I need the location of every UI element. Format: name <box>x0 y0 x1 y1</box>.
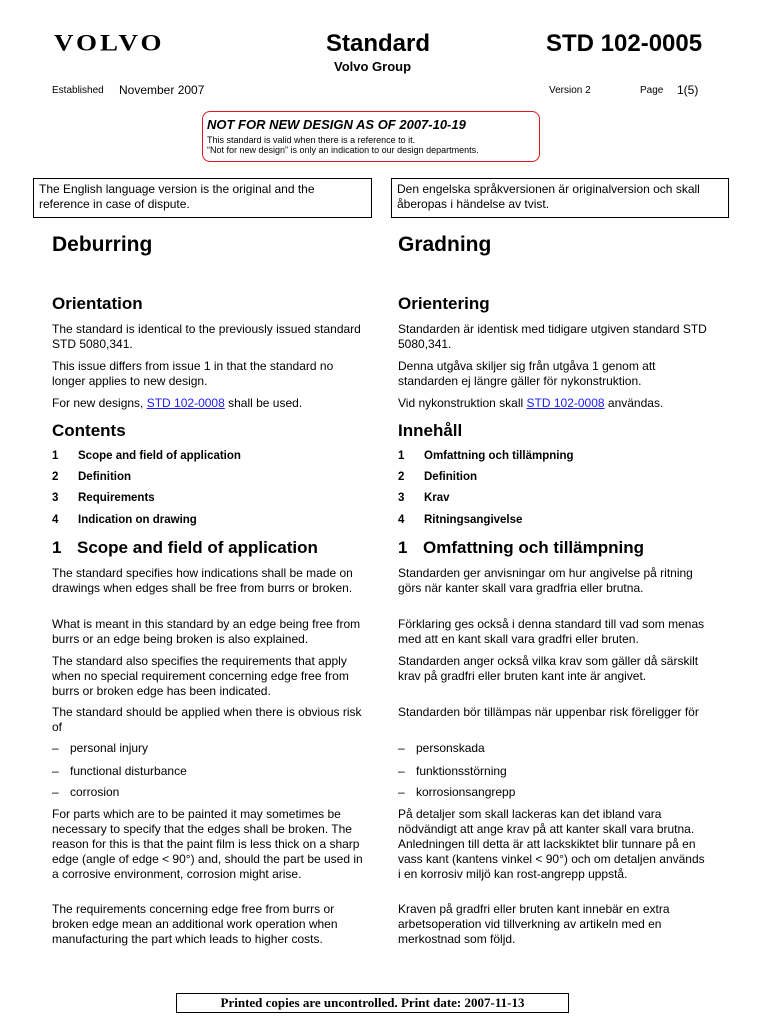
toc-item-4-sv[interactable]: 4 Ritningsangivelse <box>398 514 523 526</box>
risk-list-item: – functional disturbance <box>52 764 187 778</box>
risk-list-item-sv: – funktionsstörning <box>398 764 507 778</box>
section-1-paragraph-3-sv: Standarden anger också vilka krav som gäller då särskilt krav på gradfri eller bruten kant inte är angivet. <box>398 654 699 683</box>
section-1-paragraph-1-sv: Standarden ger anvisningar om hur angivelse på ritning görs när kanter skall vara gradfria eller brutna. <box>398 566 693 595</box>
document-type: Standard <box>326 30 431 57</box>
established-date: November 2007 <box>119 83 205 97</box>
doc-title: Deburring <box>52 233 153 256</box>
orientation-heading: Orientation <box>52 294 143 313</box>
contents-heading-sv: Innehåll <box>398 421 463 440</box>
toc-item-2[interactable]: 2 Definition <box>52 471 132 483</box>
organization: Volvo Group <box>334 59 412 74</box>
page-label: Page <box>640 85 664 96</box>
section-1-paragraph-4-sv: Standarden bör tillämpas när uppenbar risk föreligger för <box>398 705 699 719</box>
section-1-paragraph-6: The requirements concerning edge free from burrs or broken edge mean an additional work operation when manufacturing the part which leads to higher costs. <box>52 902 338 946</box>
orientation-paragraph-3: For new designs, STD 102-0008 shall be used. <box>52 396 303 410</box>
risk-list-item: – corrosion <box>52 785 120 799</box>
section-1-paragraph-2: What is meant in this standard by an edge being free from burrs or an edge being broken is also explained. <box>52 617 361 646</box>
section-1-paragraph-3: The standard also specifies the requirements that apply when no special requirement concerning edge free from burrs or broken edge has been indicated. <box>52 654 349 698</box>
section-1-paragraph-5: For parts which are to be painted it may sometimes be necessary to specify that the edges shall be broken. The reason for this is that the paint film is less thick on a sharp edge (angle of edge < 90°) and, should the part be used in a corrosive environment, corrosion might arise. <box>52 807 363 881</box>
version: Version 2 <box>549 85 591 96</box>
print-footer: Printed copies are uncontrolled. Print date: 2007-11-13 <box>176 993 569 1013</box>
section-1-paragraph-5-sv: På detaljer som skall lackeras kan det ibland vara nödvändigt att ange krav på att kanter skall vara brutna. Anledningen till detta är att lackskiktet blir tunnare på en vass kant (kantens vinkel < 90°) och om detaljen används i en korrosiv miljö kan rost-angrepp uppstå. <box>398 807 705 881</box>
toc-item-3-sv[interactable]: 3 Krav <box>398 492 450 504</box>
orientation-paragraph-3-sv: Vid nykonstruktion skall STD 102-0008 användas. <box>398 396 664 410</box>
section-1-paragraph-2-sv: Förklaring ges också i denna standard till vad som menas med att en kant skall vara gradfri eller bruten. <box>398 617 705 646</box>
doc-title-sv: Gradning <box>398 233 492 256</box>
risk-list-item-sv: – personskada <box>398 741 485 755</box>
volvo-logo: VOLVO <box>54 30 165 56</box>
section-1-paragraph-4: The standard should be applied when there is obvious risk of <box>52 705 362 734</box>
notice-line-1: This standard is valid when there is a reference to it. <box>207 135 416 145</box>
orientation-paragraph-2-sv: Denna utgåva skiljer sig från utgåva 1 genom att standarden ej längre gäller för nykonstruktion. <box>398 359 656 388</box>
orientation-paragraph-1-sv: Standarden är identisk med tidigare utgiven standard STD 5080,341. <box>398 322 707 351</box>
section-1-paragraph-1: The standard specifies how indications shall be made on drawings when edges shall be free from burrs or broken. <box>52 566 353 595</box>
notice-line-2: “Not for new design” is only an indication to our design departments. <box>207 145 479 155</box>
language-note-en: The English language version is the original and the reference in case of dispute. <box>33 178 372 218</box>
toc-item-4[interactable]: 4 Indication on drawing <box>52 514 197 526</box>
orientation-paragraph-1: The standard is identical to the previously issued standard STD 5080,341. <box>52 322 361 351</box>
toc-item-1-sv[interactable]: 1 Omfattning och tillämpning <box>398 450 574 462</box>
std-102-0008-link-sv[interactable]: STD 102-0008 <box>526 396 605 410</box>
orientation-paragraph-2: This issue differs from issue 1 in that the standard no longer applies to new design. <box>52 359 334 388</box>
page-number: 1(5) <box>677 83 699 97</box>
toc-item-1[interactable]: 1 Scope and field of application <box>52 450 241 462</box>
document-number: STD 102-0005 <box>546 30 703 57</box>
section-1-paragraph-6-sv: Kraven på gradfri eller bruten kant innebär en extra arbetsoperation vid tillverkning av artikeln med en merkostnad som följd. <box>398 902 670 946</box>
language-note-sv: Den engelska språkversionen är originalversion och skall åberopas i händelse av tvist. <box>391 178 729 218</box>
toc-item-3[interactable]: 3 Requirements <box>52 492 155 504</box>
contents-heading: Contents <box>52 421 126 440</box>
risk-list-item: – personal injury <box>52 741 149 755</box>
notice-text <box>207 135 479 155</box>
toc-item-2-sv[interactable]: 2 Definition <box>398 471 478 483</box>
notice-title: NOT FOR NEW DESIGN AS OF 2007-10-19 <box>207 117 466 132</box>
std-102-0008-link[interactable]: STD 102-0008 <box>146 396 225 410</box>
orientation-heading-sv: Orientering <box>398 294 490 313</box>
section-1-heading-sv: 1 Omfattning och tillämpning <box>398 538 644 557</box>
risk-list-item-sv: – korrosionsangrepp <box>398 785 516 799</box>
established-label: Established <box>52 85 104 96</box>
section-1-heading: 1 Scope and field of application <box>52 538 318 557</box>
